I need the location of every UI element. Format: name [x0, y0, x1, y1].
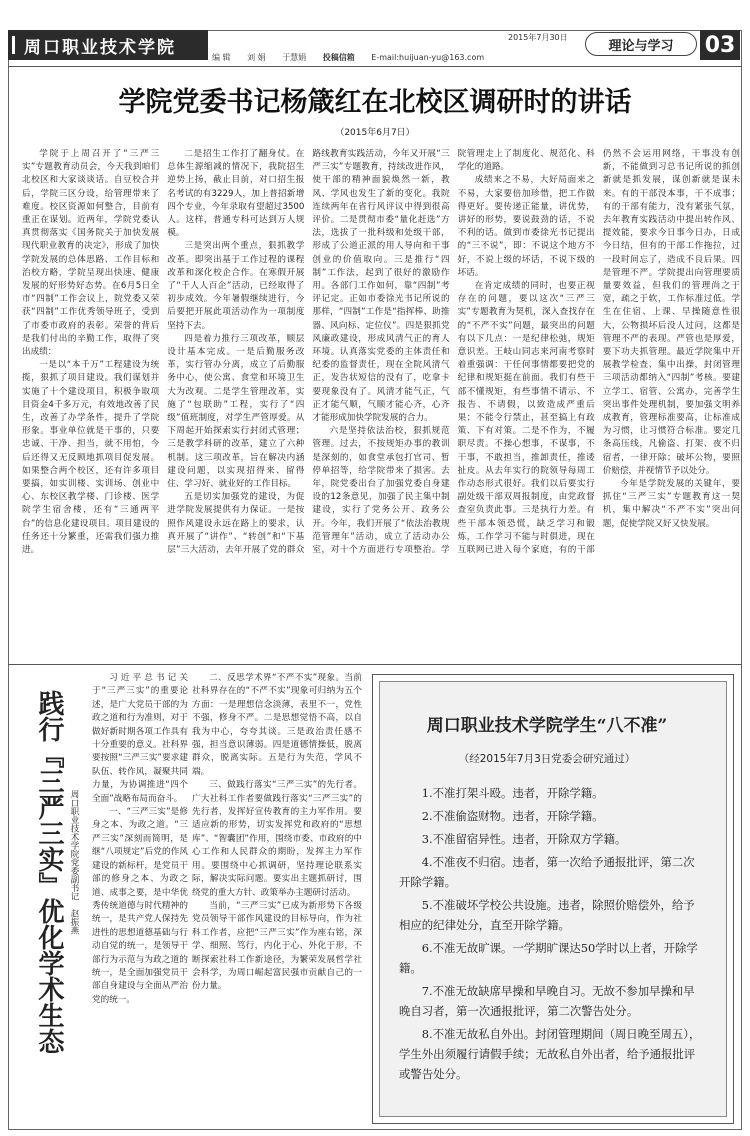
rule-item: 7.不准无故缺席早操和早晚自习。无故不参加早操和早晚自习者，第一次通报批评，第二次警告处分。: [399, 984, 695, 1018]
side-article-paragraph: 当前，“三严三实”已成为新形势下各级党员领导干部作风建设的目标导向，作为社科工作者，应把“三严三实”作为座右铭，深学、细照、笃行，内化于心、外化于形，不断探索社科工作新途径，为繁荣发展哲学社会科学，为周口崛起富民强市贡献自己的一份力量。: [192, 900, 362, 992]
rule-item: 8.不准无故私自外出。封闭管理期间（周日晚至周五），学生外出须履行请假手续；无故私自外出者，给予通报批评或警告处分。: [399, 1027, 701, 1081]
rules-notice-box: [372, 674, 734, 1124]
article-paragraph: 六是坚持依法治校，狠抓规范管理。过去，不按规矩办事的教训是深刻的，如食堂承包打官司、暂停单招等，给学院带来了损害。去年，院党委出台了加强党委自身建设的12条意见，加强了民主集中制建设，实行了党务公开、政务公开。今年，我们开展了“依法治教规范管理年”活动，成立了活动办公室，对十个方面进行专项整治。学院管理走上了制度化、规范化、科学化的道路。: [312, 149, 595, 556]
article-date: （2015年6月7日）: [335, 128, 415, 138]
rules-list: [399, 783, 703, 1087]
article-paragraph: 五是切实加强党的建设，为促进学院发展提供有力保证。一是按照作风建设永远在路上的要求，认真开展了“讲作”、“转创”和“下基层”三大活动，去年开展了党的群众路线教育实践活动，今年又开展“三严三实”专题教育，持续改进作风，使干部的精神面貌焕然一新，教风、学风也发生了新的变化。我院连续两年在省行风评议中得到很高评价。二是贯彻市委“量化赶选”方法，选拔了一批科级和处级干部，形成了公道正派的用人导向和干事创业的价值取向。三是推行“四制”工作法，起到了很好的激励作用。各部门工作如何，靠“四制”考评记定。正如市委徐光书记所说的那样，“四制”工作是“指挥棒、助推器、风向标、定位仪”。四是狠抓党风廉政建设，形成风清气正的育人环境。认真落实党委的主体责任和纪委的监督责任，现在全院风清气正，发告状短信的没有了，吃拿卡要现象没有了。风清才能气正，气正才能气顺，气顺才能心齐，心齐才能形成加快学院发展的合力。: [167, 149, 450, 556]
side-article-author: 周口职业技术学院党委副书记 赵振燕: [69, 790, 79, 935]
side-article-title: 践行『三严三实』优化学术生态: [34, 690, 64, 1054]
rule-item: 4.不准夜不归宿。违者，第一次给予通报批评，第二次开除学籍。: [399, 855, 695, 889]
rule-item: 1.不准打架斗殴。违者，开除学籍。: [421, 786, 604, 800]
article-paragraph: 在肯定成绩的同时，也要正视存在的问题，要以这次“三严三实”专题教育为契机，深入查找存在的“不严不实”问题，最突出的问题有以下几点：一是纪律松弛，规矩意识差。王岐山同志来河南考察时着重强调：干任何事情都要把党的纪律和规矩挺在前面。我们有些干部不懂规矩，有些事情不请示、不报告、不请假，以致造成严重后果；不能令行禁止，甚至搞上有政策、下有对策。二是不作为，不履职尽责。不操心想事，不谋事，不干事，不敢担当，推卸责任，推诿扯皮。从去年实行的院领导每周工作动态形式很好。我们以后要实行副处级干部双周报制度，由党政督查室负责此事。三是执行力差。有些干部本领恐慌，缺乏学习和锻炼，工作学习不能与时俱进，现在互联网已进入每个家庭，有的干部仍然不会运用网络，干事没有创新，不能做到习总书记所说的抓创新就是抓发展，谋创新就是谋未来。有的干部没本事，干不成事；有的干部有能力，没有紧张气氛，去年教育实践活动中提出转作风、提效能，要求今日事今日办，日成今日结，但有的干部工作拖拉，过一段时间忘了，造成不良后果。四是管理不严。学院提出向管理要质量要效益，但我们的管理尚之于宽，疏之于软，工作标准过低。学生在住宿、上课、早操随意性很大，公物损坏后没人过问，这都是管理不严的表现。严管也是厚爱，要下功夫抓管理。最近学院集中开展教学检查、集中出操，封闭管理三项活动都纳入“四制”考核。要建立学工、宿管、公寓办，完善学生突出事件处理机制，要加强文明养成教育，管理标准要高，让标准成为习惯，让习惯符合标准。要定几条高压线，凡偷盗、打架、夜不归宿者，一律开除；破坏公物，要照价赔偿，并视情节予以处分。: [457, 149, 740, 556]
rule-item: 2.不准偷盗财物。违者，开除学籍。: [421, 809, 604, 823]
notice-subtitle: （经2015年7月3日党委会研究通过）: [458, 753, 636, 765]
article-paragraph: 四是着力推行三项改革，顺层设计基本完成。一是后勤服务改革，实行管办分离，成立了后勤服务中心，使公寓、食堂和环境卫生大为改观。二是学生管理改革，实施了“包联助”工程，实行了“四级”值班制度，对学生严管厚爱。从下周起开始探索实行封闭式管理；三是教学科研的改革，建立了六种机制。这三项改革，旨在解决内涵建设问题，以实现招得来、留得住、学习好、就业好的工作目标。: [167, 333, 305, 490]
article-paragraph: 成绩来之不易，大好局面来之不易，大家要倍加珍惜，把工作做得更好。要传递正能量，讲优势，讲好的形势，要说鼓劲的话，不说不利的话。做到市委徐光书记提出的“三不说”，即：不说这个地方不好，不说上级的坏话，不说下级的坏话。: [457, 175, 595, 278]
rule-item: 3.不准留宿异性。违者，开除双方学籍。: [421, 832, 627, 846]
issue-date: 2015年7月30日: [508, 33, 568, 42]
side-article-paragraph: 三、做践行落实“三严三实”的先行者。广大社科工作者要做践行落实“三严三实”的先行者，发挥好宣传教育的主力军作用。要适应新的形势，切实发挥党和政府的“思想库”、“智囊团”作用，围绕市委、市政府的中心工作和人民群众的期盼，发挥主力军作用。要围绕中心抓调研，坚持理论联系实际，解决实际问题。要实出主题抓研讨，围绕党的重大方针、政策举办主题研讨活动。: [192, 780, 362, 898]
article-headline: 学院党委书记杨箴红在北校区调研时的讲话: [118, 87, 632, 118]
side-article-column-2: [192, 672, 362, 1128]
editor-info: 编 辑 刘 娟 于慧娟 投稿信箱 E-mail:huijuan-yu@163.com: [212, 53, 485, 62]
article-paragraph: 一是以“本千万”工程建设为统揽，狠抓了项目建设。我们谋划并实施了十个建设项目，积极争取项目资金4千多万元，有效地改善了民生，改善了办学条件，提升了学院形象。事业单位就是干事的，只要忠诚、干净、担当，就不用怕，今后还得又无反顾地抓项目促发展。如果整合两个校区，还有许多项目要搞，如实训楼、实训场、创业中心、东校区教学楼、门诊楼、医学院学生宿舍楼，还有“三通两平台”的信息化建设项目。项目建设的任务还十分繁重，还需我们强力推进。: [22, 360, 160, 556]
side-article-paragraph: 习近平总书记关于“三严三实”的重要论述，是广大党员干部的为政之道和行为准则，对于做好新时期各项工作具有十分重要的意义。社科界要按照“三严三实”要求建队伍、转作风，凝聚共同力量，为协调推进“四个全面”战略布局而奋斗。: [92, 673, 188, 804]
rule-item: 6.不准无故旷课。一学期旷课达50学时以上者，开除学籍。: [399, 941, 698, 975]
article-paragraph: 学院于上周召开了“三严三实”专题教育动员会，今天我到咱们北校区和大家谈谈话。自豆校合并后，学院三区分设，给管理带来了难度。校区资源如何整合，目前有重正在谋划。近两年，学院党委认真贯彻落实《国务院关于加快发展现代职业教育的决定》，形成了加快学院发展的总体思路、工作目标和治校方略，学院呈现出快速、健康发展的好形势好态势。在6月5日全市“四制”工作会议上，院党委又荣获“四制”工作优秀领导班子，受到了市委市政府的表彰。荣誉的背后是我们付出的辛勤工作，取得了突出成绩：: [22, 149, 160, 358]
article-body: [22, 148, 740, 660]
notice-title: 周口职业技术学院学生“八不准”: [426, 716, 668, 736]
article-paragraph: 二是招生工作打了翻身仗。在总体生源缩减的情况下，我院招生逆势上扬，截止目前，对口招生报名考试的有3229人，加上普招新增四个专业，今年录取有望超过3500人。这样，普通专科可达到万人规模。: [167, 149, 305, 239]
page-number: 03: [700, 30, 740, 60]
header-rule: [8, 66, 742, 67]
side-article-paragraph: 一、“三严三实”是修身之本、为政之道。“三严三实”深刻而简明，是继“八项规定”后党的作风建设的新标杆，是党员干部的修身之本、为政之道、成事之要，是中华优秀传统道德与时代精神的统一，是共产党人保持先进性的思想道德基础与行动自觉的统一，是领导干部行为示范与为政之道的统一，是全面加强党员干部自身建设与全面从严治党的统一。: [92, 807, 188, 1005]
newspaper-masthead: 周口职业技术学院: [8, 30, 208, 60]
section-divider: [8, 664, 742, 665]
side-article-paragraph: 二、反思学术界“不严不实”现象。当前社科界存在的“不严不实”现象可归纳为五个方面：一是理想信念淡薄，表里不一，党性不强，修身不严。二是思想觉悟不高，以自我为中心，夸夸其谈。三是政治责任感不强，担当意识薄弱。四是道德情操低，脱离群众，脱离实际。五是行为失范，学风不端。: [192, 673, 362, 777]
rule-item: 5.不准破坏学校公共设施。违者，除照价赔偿外，给予相应的纪律处分，直至开除学籍。: [399, 898, 695, 932]
article-paragraph: 今年是学院发展的关键年，要抓住“三严三实”专题教育这一契机，集中解决“不严不实”突出问题，促使学院又好又快发展。: [602, 479, 740, 529]
article-paragraph: 三是突出两个重点，狠抓教学改革。即突出基于工作过程的课程改革和深化校企合作。在寒假开展了“千人人百企”活动，已经取得了初步成效。今年暑假继续进行，今后要把开展此项活动作为一项制度坚持下去。: [167, 241, 305, 331]
side-article-column-1: [92, 672, 188, 1128]
section-label: 理论与学习: [585, 32, 697, 56]
